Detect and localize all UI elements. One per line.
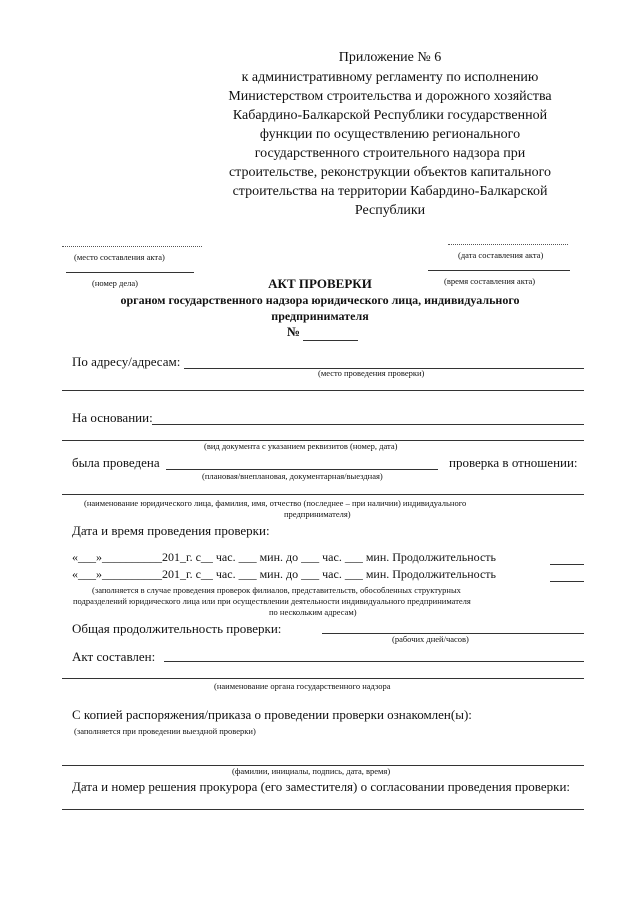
datetime-row[interactable]: «___»__________201_г. с__ час. ___ мин. до ___ час. ___ мин. Продолжительность	[72, 567, 497, 581]
appendix-line: Министерством строительства и дорожного хозяйства	[228, 89, 552, 104]
address-caption: (место проведения проверки)	[318, 368, 425, 378]
appendix-line: строительства на территории Кабардино-Балкарской	[232, 184, 548, 199]
total-duration-caption: (рабочих дней/часов)	[392, 634, 469, 644]
branch-caption-3: по нескольким адресам)	[269, 607, 357, 617]
case-number-caption: (номер дела)	[92, 278, 138, 288]
act-subtitle: органом государственного надзора юридического лица, индивидуального	[120, 293, 520, 307]
conducted-line[interactable]	[166, 469, 438, 470]
datetime-row[interactable]: «___»__________201_г. с__ час. ___ мин. до ___ час. ___ мин. Продолжительность	[72, 550, 497, 564]
time-line[interactable]	[428, 270, 570, 271]
act-subtitle-2: предпринимателя	[271, 309, 369, 323]
appendix-line: строительстве, реконструкции объектов капитального	[228, 165, 552, 180]
place-caption: (место составления акта)	[74, 252, 165, 262]
case-number-line[interactable]	[66, 272, 194, 273]
appendix-line: Республики	[354, 203, 426, 218]
address-label: По адресу/адресам:	[72, 354, 181, 369]
place-line[interactable]	[62, 246, 202, 247]
entity-caption: (наименование юридического лица, фамилия, имя, отчество (последнее – при наличии) индивидуального	[84, 498, 467, 508]
appendix-line: функции по осуществлению регионального	[259, 127, 521, 142]
entity-caption-2: предпринимателя)	[284, 509, 351, 519]
date-line[interactable]	[448, 244, 568, 245]
branch-caption-2: подразделений юридического лица или при осуществлении деятельности индивидуального предпринимателя	[73, 596, 471, 606]
conducted-label: была проведена	[72, 455, 160, 470]
appendix-number: Приложение № 6	[338, 50, 442, 65]
appendix-line: Кабардино-Балкарской Республики государственной	[232, 108, 548, 123]
appendix-line: государственного строительного надзора при	[254, 146, 526, 161]
prosecutor-label: Дата и номер решения прокурора (его заместителя) о согласовании проведения проверки:	[72, 779, 571, 794]
order-copy-caption: (заполняется при проведении выездной проверки)	[74, 726, 256, 736]
total-duration-label: Общая продолжительность проверки:	[72, 621, 282, 636]
order-copy-label: С копией распоряжения/приказа о проведении проверки ознакомлен(ы):	[72, 707, 472, 722]
time-caption: (время составления акта)	[444, 276, 536, 286]
duration-line[interactable]	[550, 564, 584, 565]
datetime-label: Дата и время проведения проверки:	[72, 523, 270, 538]
drawn-line-2[interactable]	[62, 678, 584, 679]
drawn-line[interactable]	[164, 661, 584, 662]
branch-caption: (заполняется в случае проведения проверок филиалов, представительств, обособленных структурных	[92, 585, 461, 595]
conducted-caption: (плановая/внеплановая, документарная/выездная)	[202, 471, 383, 481]
drawn-caption: (наименование органа государственного надзора	[214, 681, 391, 691]
address-line-2[interactable]	[62, 390, 584, 391]
drawn-label: Акт составлен:	[72, 649, 156, 664]
appendix-line: к административному регламенту по исполнению	[241, 70, 539, 85]
act-number-line[interactable]	[303, 340, 358, 341]
conducted-right-label: проверка в отношении:	[449, 455, 578, 470]
basis-line[interactable]	[152, 424, 584, 425]
date-caption: (дата составления акта)	[458, 250, 544, 260]
entity-line[interactable]	[62, 494, 584, 495]
basis-label: На основании:	[72, 410, 153, 425]
duration-line-2[interactable]	[550, 581, 584, 582]
prosecutor-line[interactable]	[62, 809, 584, 810]
act-number-sign: №	[287, 324, 301, 339]
signature-caption: (фамилии, инициалы, подпись, дата, время)	[232, 766, 391, 776]
act-title: АКТ ПРОВЕРКИ	[268, 276, 372, 291]
basis-caption: (вид документа с указанием реквизитов (номер, дата)	[204, 441, 398, 451]
